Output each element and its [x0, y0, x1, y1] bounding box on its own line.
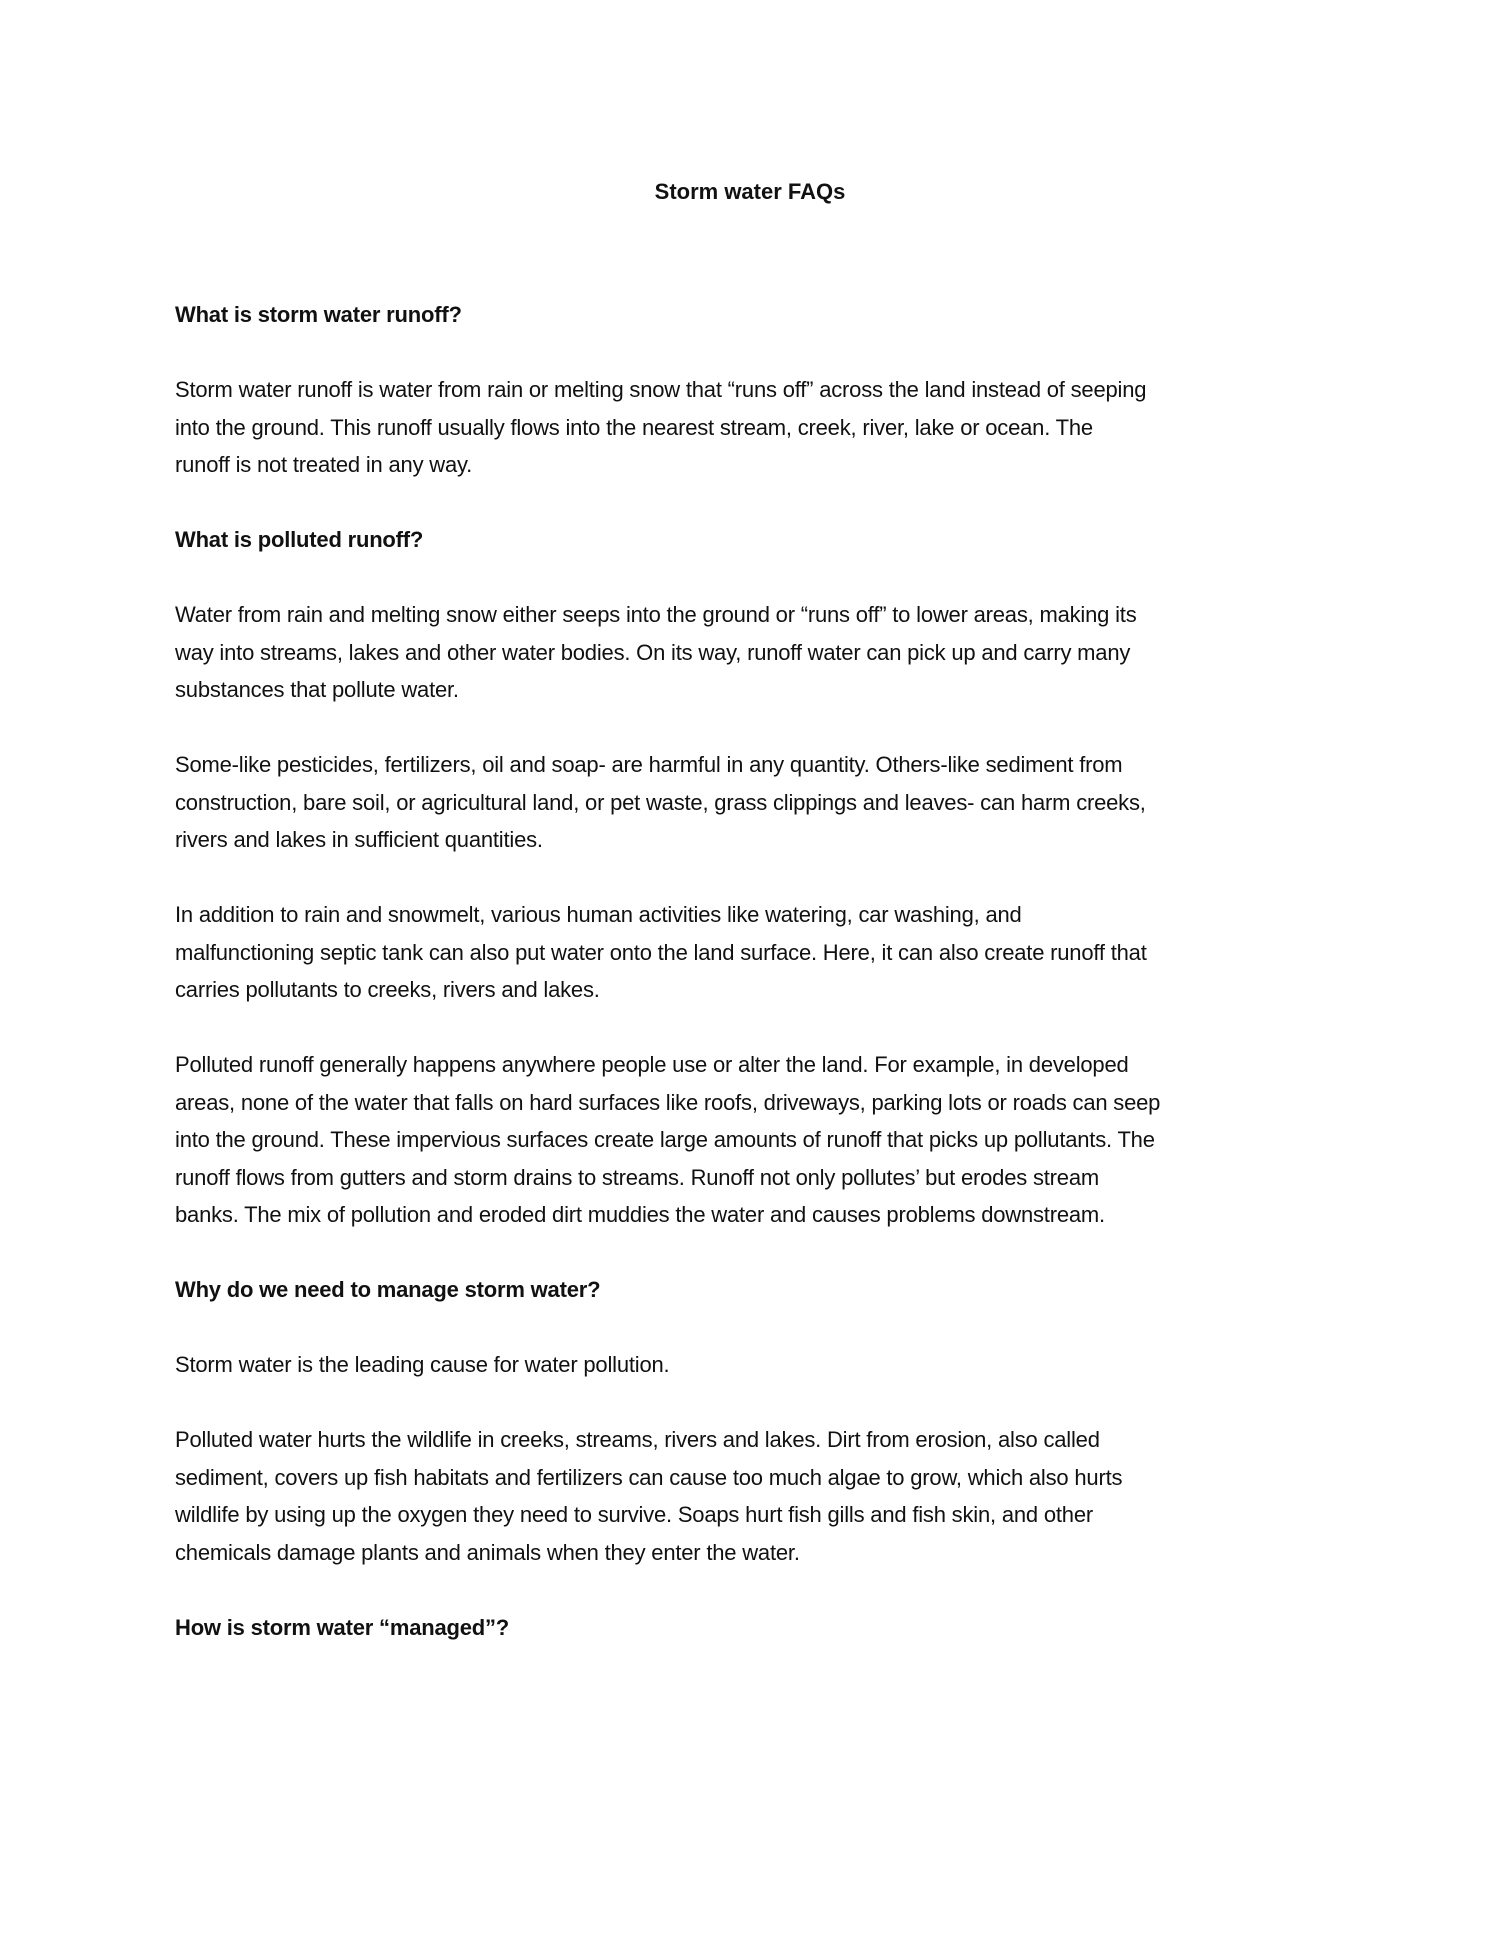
- document-title: Storm water FAQs: [654, 179, 846, 204]
- text-line: chemicals damage plants and animals when they enter the water.: [175, 1539, 800, 1565]
- paragraph: [175, 1346, 1375, 1384]
- text-line: How is storm water “managed”?: [175, 1614, 510, 1640]
- text-line: substances that pollute water.: [175, 677, 459, 702]
- text-line: Storm water runoff is water from rain or melting snow that “runs off” across the land instead of seeping: [175, 377, 1147, 402]
- text-line: What is polluted runoff?: [175, 527, 424, 552]
- text-line: What is storm water runoff?: [175, 302, 462, 327]
- text-line: runoff flows from gutters and storm drains to streams. Runoff not only pollutes’ but erodes stream: [175, 1164, 1099, 1190]
- text-line: banks. The mix of pollution and eroded dirt muddies the water and causes problems downstream.: [175, 1202, 1105, 1227]
- text-line: runoff is not treated in any way.: [175, 452, 473, 477]
- text-line: into the ground. These impervious surfaces create large amounts of runoff that picks up pollutants. The: [175, 1127, 1155, 1152]
- section-heading: [175, 521, 1375, 559]
- text-line: sediment, covers up fish habitats and fertilizers can cause too much algae to grow, which also hurts: [175, 1464, 1123, 1490]
- paragraph: [175, 371, 1375, 484]
- text-line: wildlife by using up the oxygen they need to survive. Soaps hurt fish gills and fish skin, and other: [175, 1502, 1093, 1527]
- text-line: Water from rain and melting snow either seeps into the ground or “runs off” to lower areas, making its: [175, 602, 1137, 627]
- paragraph: [175, 1046, 1375, 1234]
- document-body: [175, 296, 1375, 1684]
- text-line: Polluted water hurts the wildlife in creeks, streams, rivers and lakes. Dirt from erosion, also called: [175, 1427, 1100, 1452]
- text-line: way into streams, lakes and other water bodies. On its way, runoff water can pick up and carry many: [175, 639, 1131, 665]
- section-heading: [175, 1271, 1375, 1309]
- text-line: areas, none of the water that falls on hard surfaces like roofs, driveways, parking lots or roads can seep: [175, 1089, 1161, 1115]
- section-heading: [175, 296, 1375, 334]
- text-line: Storm water is the leading cause for water pollution.: [175, 1352, 670, 1377]
- text-line: carries pollutants to creeks, rivers and lakes.: [175, 977, 600, 1002]
- text-line: construction, bare soil, or agricultural land, or pet waste, grass clippings and leaves- can harm creeks,: [175, 789, 1146, 815]
- paragraph: [175, 1421, 1375, 1571]
- paragraph: [175, 896, 1375, 1009]
- section-heading: [175, 1609, 1375, 1647]
- paragraph: [175, 596, 1375, 709]
- text-line: In addition to rain and snowmelt, various human activities like watering, car washing, and: [175, 902, 1022, 927]
- text-line: Polluted runoff generally happens anywhere people use or alter the land. For example, in developed: [175, 1052, 1129, 1077]
- text-line: Why do we need to manage storm water?: [175, 1277, 601, 1302]
- text-line: Some-like pesticides, fertilizers, oil and soap- are harmful in any quantity. Others-like sediment from: [175, 752, 1123, 777]
- paragraph: [175, 746, 1375, 859]
- text-line: rivers and lakes in sufficient quantities.: [175, 827, 543, 852]
- text-line: into the ground. This runoff usually flows into the nearest stream, creek, river, lake or ocean. The: [175, 414, 1093, 440]
- text-line: malfunctioning septic tank can also put water onto the land surface. Here, it can also create runoff that: [175, 939, 1147, 965]
